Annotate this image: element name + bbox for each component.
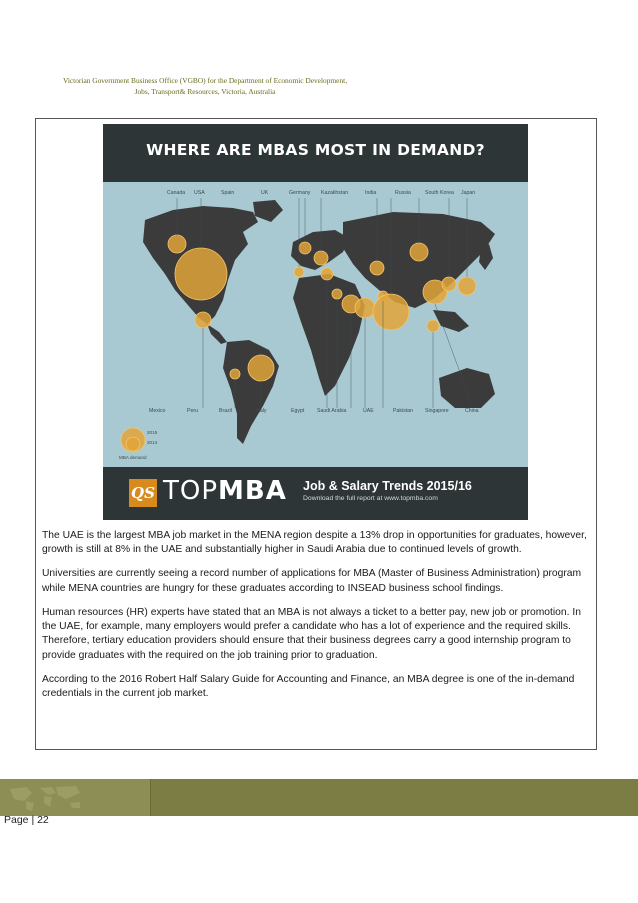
brand-light: TOP [163, 476, 219, 506]
bubble-canada [168, 235, 186, 253]
bubble-uae [355, 298, 375, 318]
label-south-korea: South Korea [425, 190, 454, 196]
bubble-germany [314, 251, 328, 265]
bubble-russia [410, 243, 428, 261]
paragraph-hr-experts: Human resources (HR) experts have stated that an MBA is not always a ticket to a better pay, new job or promotion. In the UAE, for example, many employers would prefer a candidate who has a lot of experience and the required skills. Therefore, tertiary education providers should ensure that their business degrees carry a good internship program to provide graduates with the required on the job training prior to graduation. [42, 606, 581, 661]
infographic-title-band [103, 124, 528, 182]
bubble-kazakhstan [370, 261, 384, 275]
paragraph-uae-market: The UAE is the largest MBA job market in the MENA region despite a 13% drop in opportunities for graduates, however, growth is still at 8% in the UAE and substantially higher in Saudi Arabia due to continued levels of growth. [42, 530, 587, 556]
label-italy: Italy [257, 408, 267, 414]
legend-bubble-small [126, 437, 140, 451]
label-egypt: Egypt [291, 408, 305, 414]
infographic-title: WHERE ARE MBAS MOST IN DEMAND? [146, 141, 485, 159]
mba-demand-infographic [103, 124, 528, 520]
infographic-footer-band [103, 467, 528, 520]
label-kazakhstan: Kazakhstan [321, 190, 349, 196]
africa-shape [293, 274, 365, 396]
label-germany: Germany [289, 190, 311, 196]
legend-caption: MBA demand [119, 455, 147, 460]
label-uk: UK [261, 190, 269, 196]
label-russia: Russia [395, 190, 411, 196]
label-singapore: Singapore [425, 408, 449, 414]
bubble-usa [175, 248, 227, 300]
paragraph-applications: Universities are currently seeing a record number of applications for MBA (Master of Business Administration) program while MENA countries are hungry for these graduates according to INSEAD business school findings. [42, 568, 582, 594]
bubble-brazil [248, 355, 274, 381]
label-peru: Peru [187, 408, 198, 414]
world-map [103, 182, 528, 467]
label-saudi-arabia: Saudi Arabia [317, 408, 347, 414]
document-header [30, 75, 380, 97]
label-canada: Canada [167, 190, 186, 196]
legend-year-2014: 2014 [147, 440, 158, 445]
world-map-graphic [103, 182, 528, 467]
qs-logo: QS [129, 479, 157, 507]
australia-shape [439, 368, 495, 408]
footer-world-map-icon [0, 779, 150, 816]
greenland-shape [253, 200, 283, 222]
footer-map-decoration [0, 779, 151, 816]
legend-year-2015: 2015 [147, 430, 158, 435]
label-brazil: Brazil [219, 408, 232, 414]
bubble-japan [458, 277, 476, 295]
brand-bold: MBA [218, 476, 287, 506]
label-pakistan: Pakistan [393, 408, 413, 414]
bubble-mexico [195, 312, 211, 328]
central-america-shape [207, 324, 227, 344]
bubble-peru [230, 369, 240, 379]
bubble-egypt [332, 289, 342, 299]
bubble-south-korea [442, 277, 456, 291]
label-china: China [465, 408, 479, 414]
label-japan: Japan [461, 190, 476, 196]
label-spain: Spain [221, 190, 235, 196]
page-number: Page | 22 [4, 814, 49, 826]
body-text [42, 529, 592, 711]
header-line-1: Victorian Government Business Office (VGBO) for the Department of Economic Development, [62, 76, 348, 85]
trend-report-title: Job & Salary Trends 2015/16 [303, 479, 472, 493]
label-usa: USA [194, 190, 205, 196]
header-line-2: Jobs, Transport& Resources, Victoria, Australia [134, 87, 276, 96]
bubble-singapore [427, 320, 439, 332]
bubble-spain [294, 267, 304, 277]
bubble-italy [321, 268, 333, 280]
trend-report-subtitle: Download the full report at www.topmba.com [303, 495, 438, 502]
label-uae: UAE [363, 408, 374, 414]
topmba-logo [163, 476, 287, 506]
paragraph-salary-guide: According to the 2016 Robert Half Salary Guide for Accounting and Finance, an MBA degree is one of the in-demand credentials in the current job market. [42, 673, 575, 700]
label-india: India [365, 190, 377, 196]
bubble-uk [299, 242, 311, 254]
label-mexico: Mexico [149, 408, 166, 414]
south-america-shape [223, 340, 279, 444]
bubble-india [373, 294, 409, 330]
